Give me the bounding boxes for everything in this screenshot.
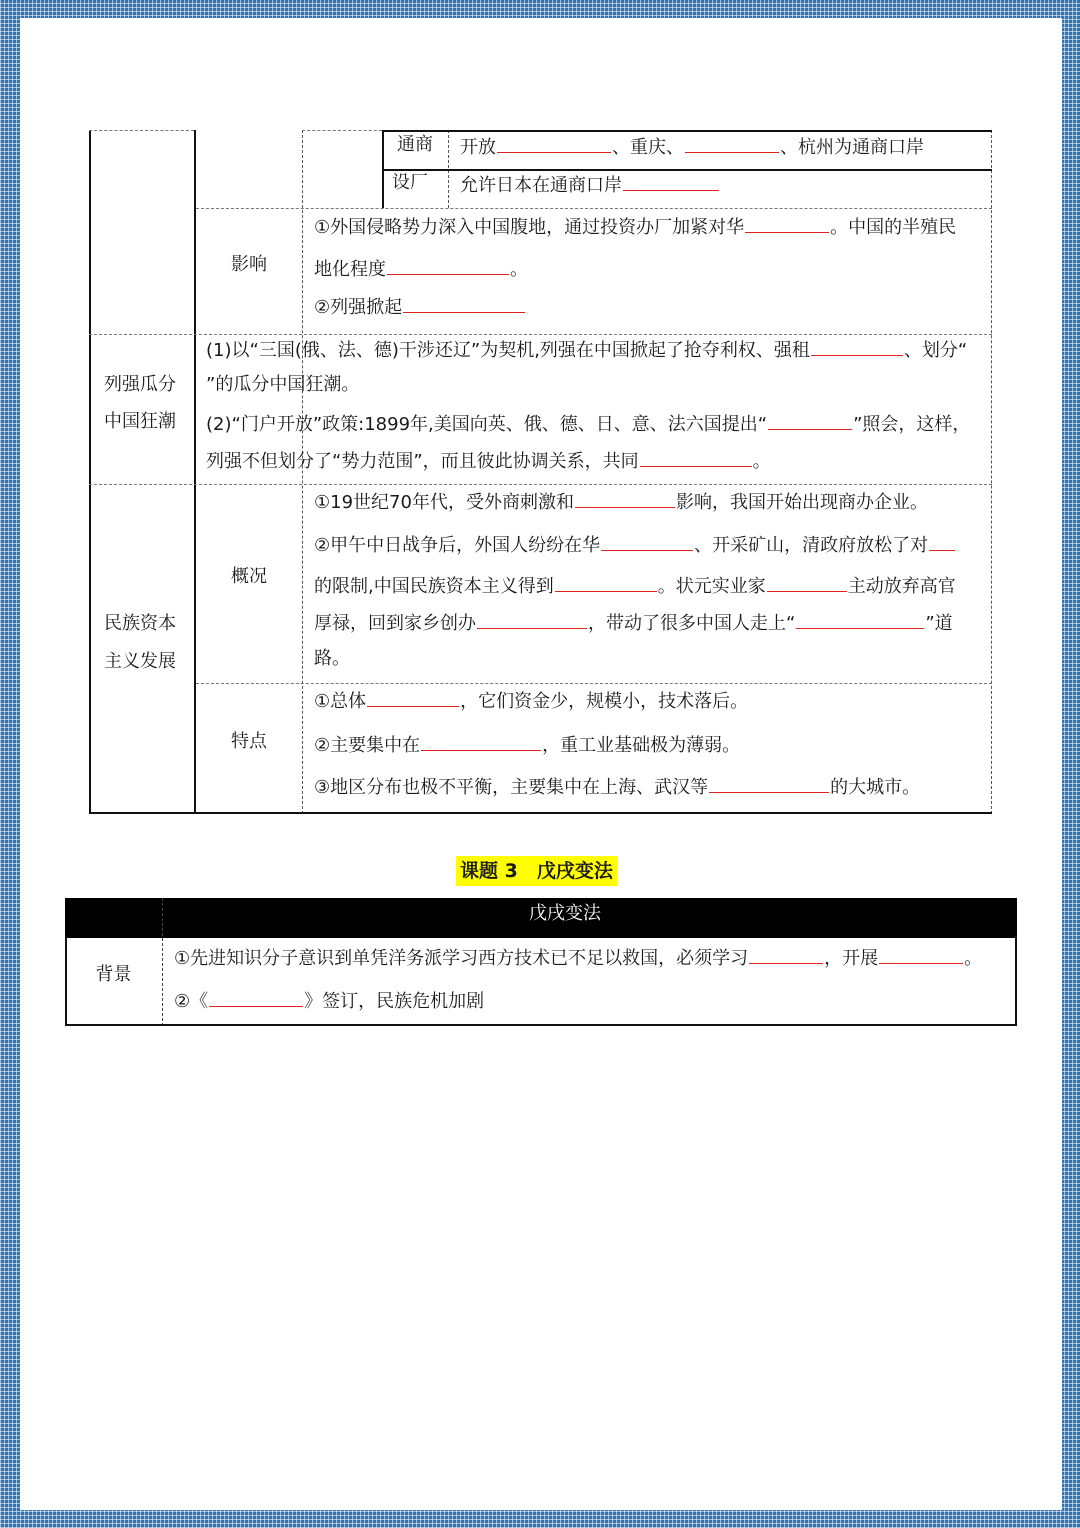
- gaikuang-label: 概况: [231, 566, 267, 587]
- guafen-text: 。: [752, 451, 771, 472]
- beijing-line-1: [174, 945, 982, 970]
- gaikuang-text: ”道: [925, 613, 953, 634]
- tedian-text: ，重工业基础极为薄弱。: [542, 735, 741, 756]
- table1-left-border: [89, 130, 91, 814]
- gaikuang-text: ①19世纪70年代，受外商刺激和: [314, 492, 574, 513]
- answer-blank[interactable]: [209, 988, 303, 1007]
- table1-row-separator: [89, 334, 992, 335]
- gaikuang-text: 的限制,中国民族资本主义得到: [314, 576, 554, 597]
- answer-blank[interactable]: [387, 256, 509, 275]
- beijing-text: 。: [964, 948, 983, 969]
- table2-header-title: 戊戌变法: [529, 903, 601, 924]
- beijing-text: ②《: [174, 991, 209, 1012]
- yingxiang-label: 影响: [231, 254, 267, 275]
- guafen-line-4: [206, 448, 771, 473]
- yingxiang-text: ①外国侵略势力深入中国腹地，通过投资办厂加紧对华: [314, 217, 745, 238]
- answer-blank[interactable]: [601, 532, 693, 551]
- tedian-text: ②主要集中在: [314, 735, 421, 756]
- beijing-label: 背景: [95, 964, 132, 985]
- guafen-line-1: [206, 337, 967, 362]
- answer-blank[interactable]: [709, 774, 829, 793]
- document-page: [20, 18, 1062, 1510]
- table1-right-border: [991, 130, 992, 814]
- gaikuang-line-2: [314, 532, 956, 557]
- answer-blank[interactable]: [367, 688, 459, 707]
- table1-col1-border: [194, 130, 196, 814]
- answer-blank[interactable]: [879, 945, 963, 964]
- table1-bottom-border: [89, 812, 992, 814]
- shechang-text-1: 允许日本在通商口岸: [460, 175, 622, 196]
- gaikuang-text: ②甲午中日战争后，外国人纷纷在华: [314, 535, 601, 556]
- gaikuang-text: ，带动了很多中国人走上“: [588, 613, 796, 634]
- gaikuang-line-4: [314, 610, 953, 635]
- answer-blank[interactable]: [745, 214, 829, 233]
- minzu-label-2: 主义发展: [104, 651, 176, 672]
- tedian-line-1: [314, 688, 748, 713]
- table1-top-left-border: [89, 130, 194, 131]
- yingxiang-text: 。中国的半殖民: [830, 217, 957, 238]
- gaikuang-text: 。状元实业家: [657, 576, 766, 597]
- answer-blank[interactable]: [421, 732, 541, 751]
- answer-blank[interactable]: [796, 610, 924, 629]
- section-title: 课题 3 戊戌变法: [456, 856, 617, 886]
- tongshang-text-2: 、重庆、: [612, 137, 684, 158]
- answer-blank[interactable]: [685, 134, 779, 153]
- answer-blank[interactable]: [929, 532, 955, 551]
- table1-top-border: [382, 130, 992, 132]
- gaikuang-text: 厚禄，回到家乡创办: [314, 613, 476, 634]
- yingxiang-text: ②列强掀起: [314, 297, 403, 318]
- guafen-text: (2)“门户开放”政策:1899年,美国向英、俄、德、日、意、法六国提出“: [206, 414, 768, 435]
- gaikuang-line-1: [314, 489, 928, 514]
- answer-blank[interactable]: [767, 573, 847, 592]
- table1-row-separator: [89, 484, 992, 485]
- guafen-text: ”照会，这样，: [853, 414, 971, 435]
- tedian-text: ，它们资金少，规模小，技术落后。: [460, 691, 749, 712]
- beijing-line-2: [174, 988, 484, 1013]
- yingxiang-text: 地化程度: [314, 259, 386, 280]
- guafen-text: (1)以“三国(俄、法、德)干涉还辽”为契机,列强在中国掀起了抢夺利权、强租: [206, 340, 810, 361]
- table2-col-divider: [162, 898, 163, 1026]
- shechang-label: 设厂: [392, 172, 428, 193]
- shechang-content: [460, 172, 720, 197]
- answer-blank[interactable]: [768, 411, 852, 430]
- table1-row-separator: [196, 683, 992, 684]
- beijing-text: 》签订，民族危机加剧: [304, 991, 485, 1012]
- guafen-label-2: 中国狂潮: [104, 411, 176, 432]
- table2-header: [65, 898, 1017, 938]
- answer-blank[interactable]: [477, 610, 587, 629]
- answer-blank[interactable]: [749, 945, 823, 964]
- guafen-label-1: 列强瓜分: [104, 374, 176, 395]
- guafen-line-3: [206, 411, 970, 436]
- gaikuang-text: 、开采矿山，清政府放松了对: [694, 535, 929, 556]
- answer-blank[interactable]: [575, 489, 675, 508]
- tedian-text: ③地区分布也极不平衡，主要集中在上海、武汉等: [314, 777, 709, 798]
- answer-blank[interactable]: [623, 172, 719, 191]
- minzu-label-1: 民族资本: [104, 613, 176, 634]
- answer-blank[interactable]: [403, 294, 525, 313]
- tedian-text: 的大城市。: [830, 777, 921, 798]
- guafen-text: 列强不但划分了“势力范围”，而且彼此协调关系，共同: [206, 451, 639, 472]
- yingxiang-line-2: [314, 256, 528, 281]
- answer-blank[interactable]: [497, 134, 611, 153]
- table1-subrow-border: [382, 169, 992, 171]
- table1-top-mid-border: [302, 130, 382, 131]
- yingxiang-line-3: [314, 294, 526, 319]
- beijing-text: ①先进知识分子意识到单凭洋务派学习西方技术已不足以救国，必须学习: [174, 948, 749, 969]
- table1-row-separator: [196, 208, 992, 209]
- guafen-line-2: ”的瓜分中国狂潮。: [206, 374, 360, 395]
- yingxiang-text: 。: [510, 259, 528, 280]
- gaikuang-text: 主动放弃高官: [847, 576, 956, 597]
- tedian-line-3: [314, 774, 920, 799]
- gaikuang-line-3: [314, 573, 956, 598]
- tongshang-text-3: 、杭州为通商口岸: [780, 137, 924, 158]
- answer-blank[interactable]: [811, 337, 903, 356]
- tongshang-content: [460, 134, 924, 159]
- tongshang-label: 通商: [397, 134, 433, 155]
- beijing-text: ，开展: [824, 948, 879, 969]
- answer-blank[interactable]: [640, 448, 752, 467]
- tongshang-text-1: 开放: [460, 137, 496, 158]
- table2-bottom-border: [65, 1024, 1017, 1026]
- tedian-line-2: [314, 732, 740, 757]
- tedian-label: 特点: [231, 731, 267, 752]
- guafen-text: 、划分“: [903, 340, 968, 361]
- gaikuang-text: 影响，我国开始出现商办企业。: [675, 492, 928, 513]
- gaikuang-line-5: 路。: [314, 648, 350, 669]
- tedian-text: ①总体: [314, 691, 367, 712]
- yingxiang-line-1: [314, 214, 956, 239]
- table2-right-border: [1015, 936, 1017, 1026]
- answer-blank[interactable]: [555, 573, 657, 592]
